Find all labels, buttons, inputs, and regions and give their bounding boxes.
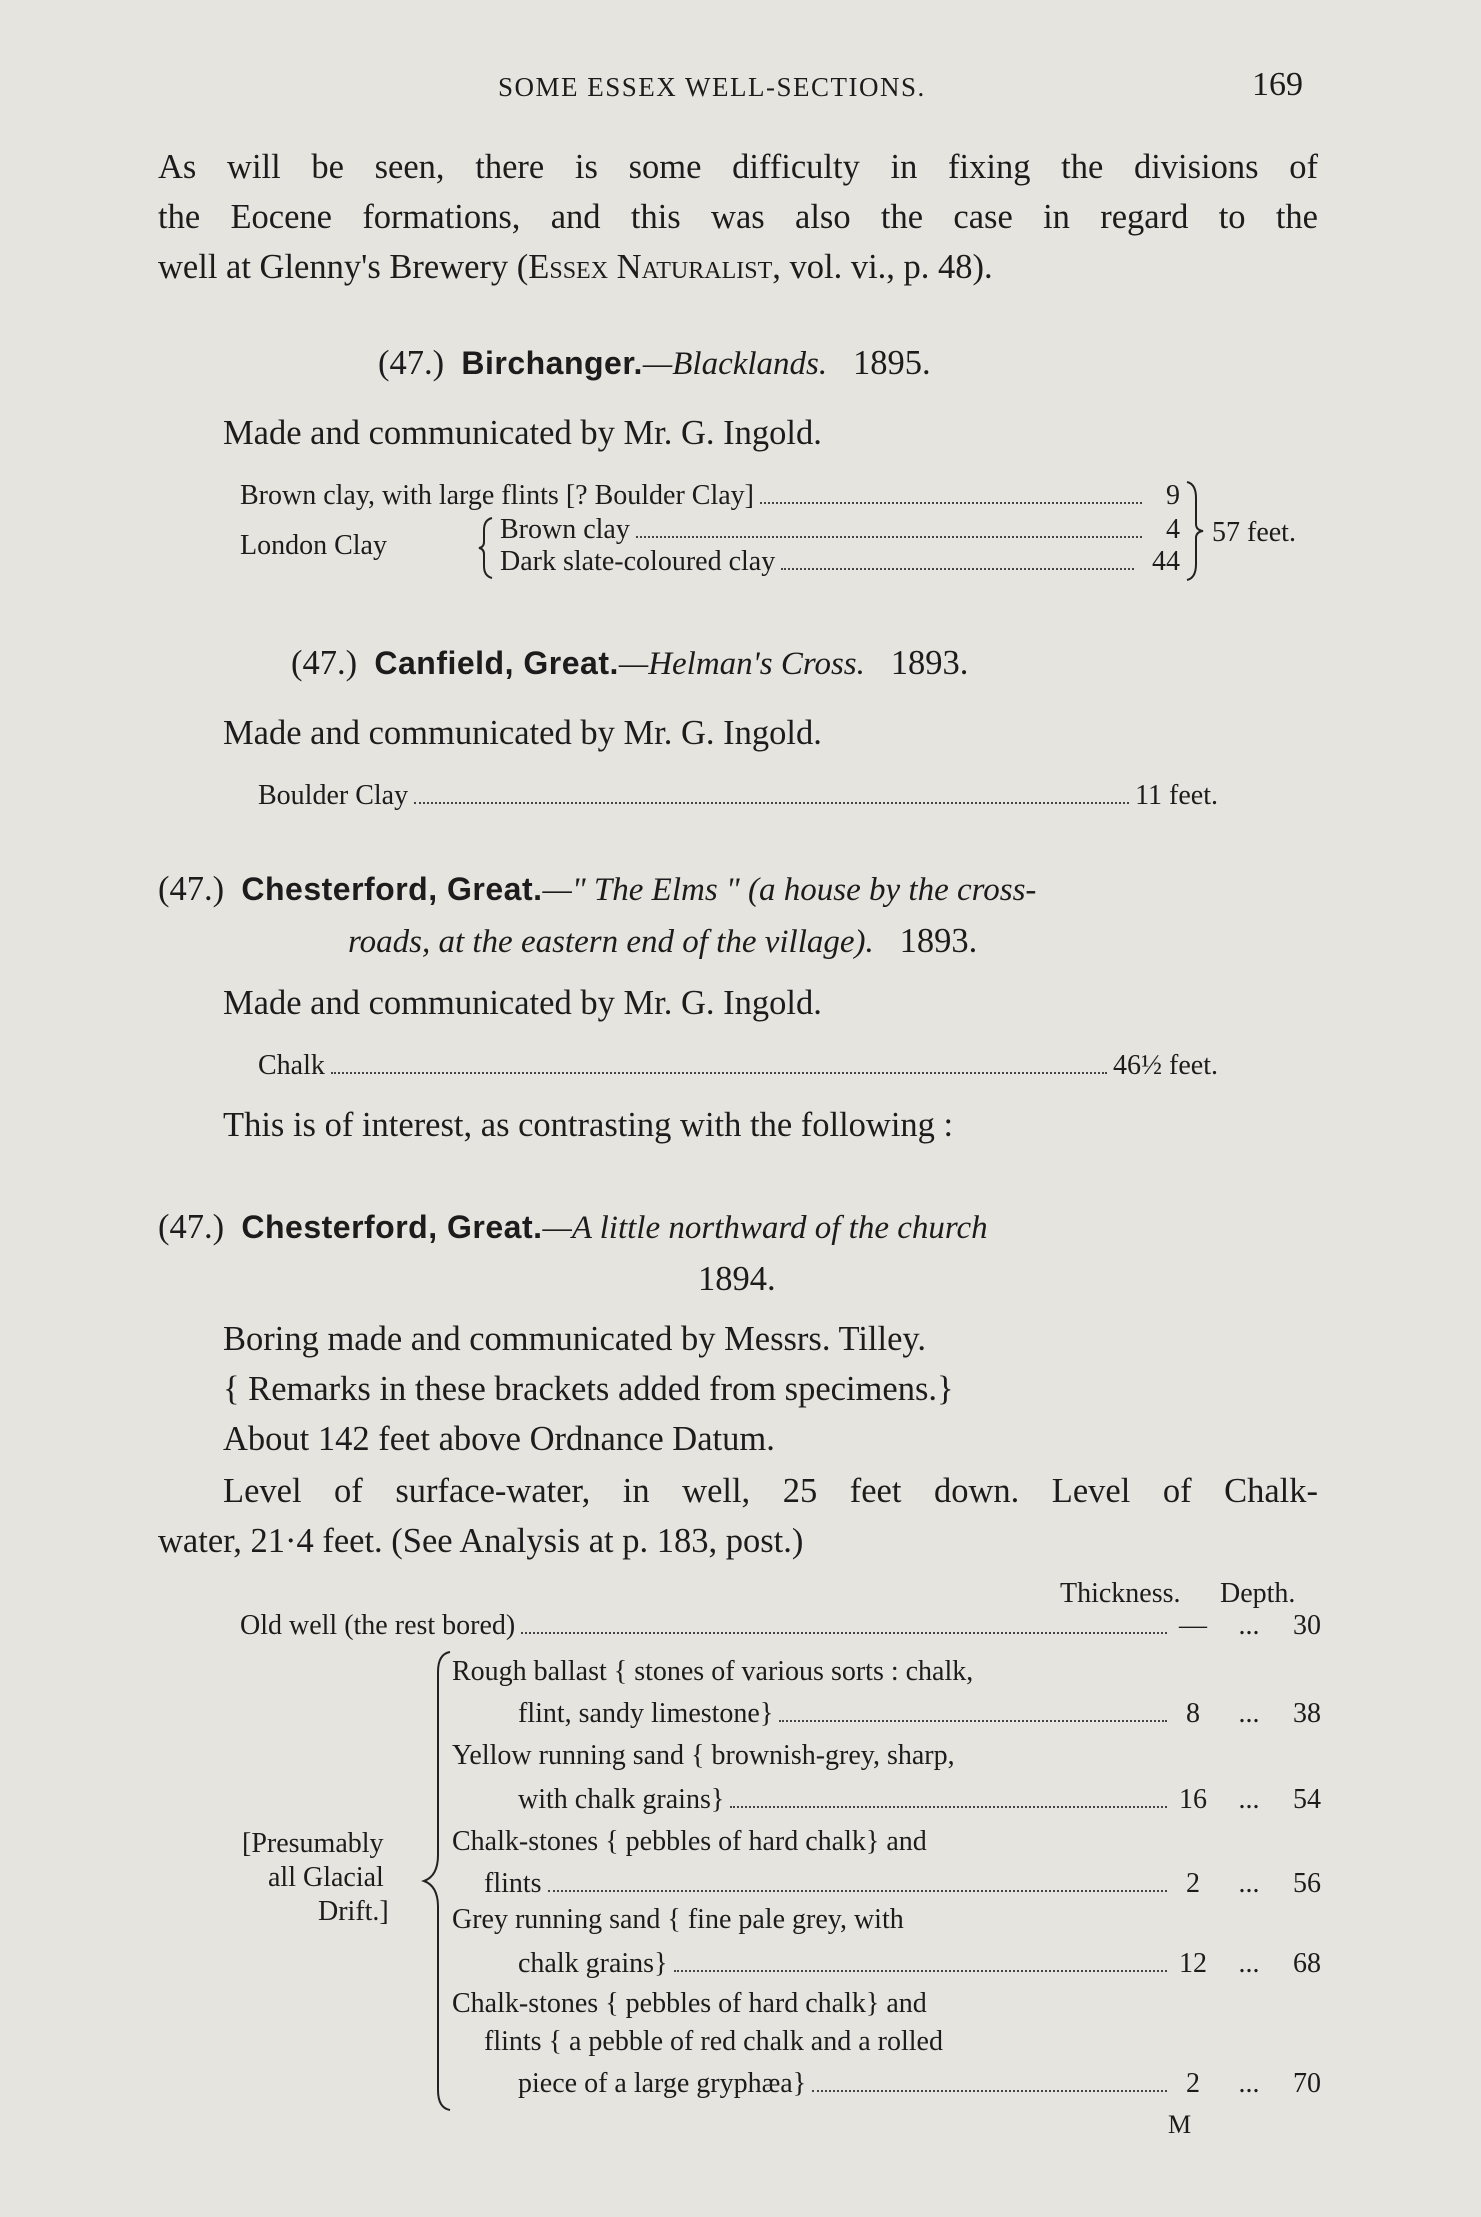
- chesterford-elms-credit: Made and communicated by Mr. G. Ingold.: [223, 984, 822, 1022]
- table-row: piece of a large gryphæa} 2 ... 70: [518, 2068, 1321, 2099]
- table-row: Chalk 46½ feet.: [258, 1050, 1218, 1081]
- section-heading-chesterford-elms-cont: roads, at the eastern end of the village). 1893.: [348, 922, 978, 960]
- glacial-drift-label-1: [Presumably: [242, 1828, 384, 1859]
- table-row: with chalk grains} 16 ... 54: [518, 1784, 1321, 1815]
- intro-line-1: As will be seen, there is some difficulty in fixing the divisions of: [158, 148, 1318, 186]
- drift-row-3-line-1: Chalk-stones { pebbles of hard chalk} and: [452, 1826, 927, 1857]
- chesterford-church-credit: Boring made and communicated by Messrs. Tilley.: [223, 1320, 927, 1358]
- column-header-thickness: Thickness.: [1060, 1578, 1181, 1609]
- table-row: flints 2 ... 56: [484, 1868, 1321, 1899]
- remarks-note: { Remarks in these brackets added from specimens.}: [223, 1370, 954, 1408]
- signature-mark: M: [1168, 2110, 1192, 2139]
- left-brace-icon: [476, 516, 498, 580]
- drift-row-4-line-1: Grey running sand { fine pale grey, with: [452, 1904, 904, 1935]
- table-row: Brown clay, with large flints [? Boulder Clay] 9: [240, 480, 1180, 511]
- section-heading-birchanger: (47.) Birchanger.—Blacklands. 1895.: [378, 344, 931, 382]
- section-heading-canfield: (47.) Canfield, Great.—Helman's Cross. 1893.: [291, 644, 969, 682]
- intro-line-2: the Eocene formations, and this was also the case in regard to the: [158, 198, 1318, 236]
- chesterford-elms-note: This is of interest, as contrasting with the following :: [223, 1106, 954, 1144]
- glacial-drift-label-2: all Glacial: [268, 1862, 384, 1893]
- water-level-line-2: water, 21·4 feet. (See Analysis at p. 183, post.): [158, 1522, 804, 1560]
- table-row: Old well (the rest bored) — ... 30: [240, 1610, 1321, 1641]
- drift-row-1-line-1: Rough ballast { stones of various sorts : chalk,: [452, 1656, 974, 1687]
- water-level-line-1: Level of surface-water, in well, 25 feet down. Level of Chalk-: [223, 1472, 1318, 1510]
- table-row: flint, sandy limestone} 8 ... 38: [518, 1698, 1321, 1729]
- journal-name: Essex Naturalist: [528, 248, 773, 286]
- column-header-depth: Depth.: [1220, 1578, 1296, 1609]
- birchanger-credit: Made and communicated by Mr. G. Ingold.: [223, 414, 822, 452]
- intro-line-3: well at Glenny's Brewery (Essex Naturalist, vol. vi., p. 48).: [158, 248, 993, 286]
- ordnance-datum-note: About 142 feet above Ordnance Datum.: [223, 1420, 775, 1458]
- drift-row-2-line-1: Yellow running sand { brownish-grey, sharp,: [452, 1740, 955, 1771]
- birchanger-total: 57 feet.: [1212, 517, 1296, 548]
- table-row: Brown clay 4: [500, 514, 1180, 545]
- glacial-drift-label-3: Drift.]: [318, 1896, 389, 1927]
- drift-row-5-line-1: Chalk-stones { pebbles of hard chalk} and: [452, 1988, 927, 2019]
- large-left-brace-icon: [420, 1650, 454, 2112]
- drift-row-5-line-2: flints { a pebble of red chalk and a rolled: [484, 2026, 943, 2057]
- page-number: 169: [1252, 66, 1303, 103]
- table-row: Dark slate-coloured clay 44: [500, 546, 1180, 577]
- right-brace-icon: [1183, 480, 1207, 582]
- table-row: Boulder Clay 11 feet.: [258, 780, 1218, 811]
- london-clay-label: London Clay: [240, 530, 387, 561]
- section-heading-chesterford-church: (47.) Chesterford, Great.—A little northward of the church: [158, 1208, 988, 1246]
- table-row: chalk grains} 12 ... 68: [518, 1948, 1321, 1979]
- chesterford-church-year: 1894.: [698, 1260, 776, 1298]
- canfield-credit: Made and communicated by Mr. G. Ingold.: [223, 714, 822, 752]
- section-heading-chesterford-elms: (47.) Chesterford, Great.—" The Elms " (a house by the cross-: [158, 870, 1037, 908]
- running-header-title: SOME ESSEX WELL-SECTIONS.: [498, 72, 926, 102]
